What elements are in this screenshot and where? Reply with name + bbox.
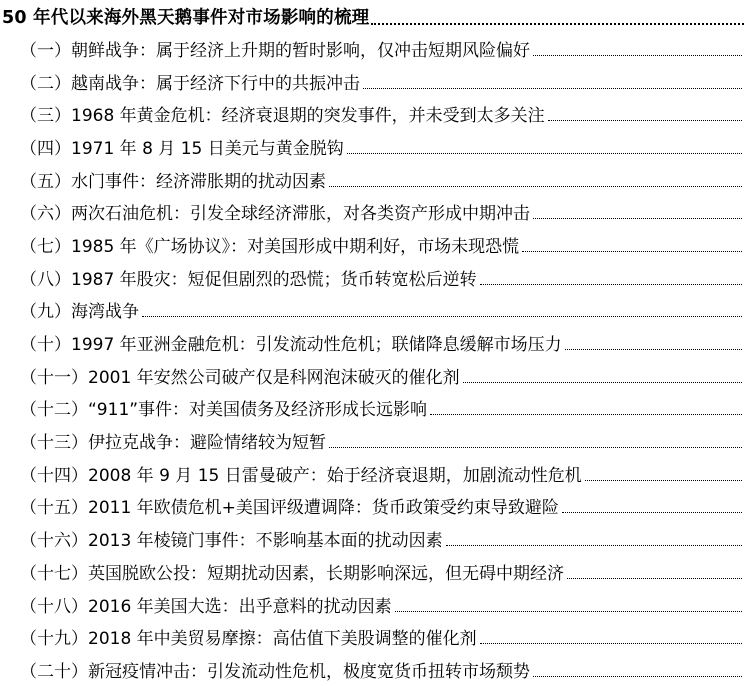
- toc-entry-text: 2018 年中美贸易摩擦：高估值下美股调整的催化剂: [88, 629, 477, 650]
- toc-entry-text: 2011 年欧债危机+美国评级遭调降：货币政策受约束导致避险: [88, 498, 559, 519]
- toc-entry-number: （十九）: [20, 629, 88, 650]
- toc-entry-number: （九）: [20, 302, 71, 323]
- toc-entry[interactable]: [0, 555, 746, 588]
- toc-entry-number: （十一）: [20, 367, 88, 388]
- dot-leader: [533, 55, 742, 56]
- dot-leader: [363, 88, 742, 89]
- toc-entry-text: 2001 年安然公司破产仅是科网泡沫破灭的催化剂: [88, 367, 460, 388]
- toc-entry-text: 越南战争：属于经济下行中的共振冲击: [71, 73, 360, 94]
- toc-entry-text: 朝鲜战争：属于经济上升期的暂时影响，仅冲击短期风险偏好: [71, 40, 530, 61]
- toc-entry[interactable]: [0, 163, 746, 196]
- toc-entry-text: 新冠疫情冲击：引发流动性危机，极度宽货币扭转市场颓势: [88, 661, 530, 682]
- dot-leader: [522, 251, 742, 252]
- toc-entry-number: （六）: [20, 204, 71, 225]
- toc-entry-number: （十七）: [20, 563, 88, 584]
- dot-leader: [480, 643, 742, 644]
- toc-entry-text: 两次石油危机：引发全球经济滞胀，对各类资产形成中期冲击: [71, 204, 530, 225]
- toc-entry-text: 海湾战争: [71, 302, 139, 323]
- toc-entry-text: 1968 年黄金危机：经济衰退期的突发事件，并未受到太多关注: [71, 106, 545, 127]
- toc-entry[interactable]: [0, 588, 746, 621]
- toc-entry[interactable]: [0, 326, 746, 359]
- toc-entry-number: （十五）: [20, 498, 88, 519]
- dot-leader: [329, 186, 742, 187]
- toc-entry[interactable]: [0, 424, 746, 457]
- toc-entry[interactable]: [0, 130, 746, 163]
- toc-entry[interactable]: [0, 522, 746, 555]
- dot-leader: [565, 349, 742, 350]
- toc-entry-number: （二十）: [20, 661, 88, 682]
- toc-entry[interactable]: [0, 261, 746, 294]
- toc-entry-number: （十三）: [20, 433, 88, 454]
- dot-leader: [533, 676, 742, 677]
- toc-entry-text: “911”事件：对美国债务及经济形成长远影响: [88, 400, 428, 421]
- toc-entry-number: （四）: [20, 138, 71, 159]
- toc-entry-text: 2016 年美国大选：出乎意料的扰动因素: [88, 596, 392, 617]
- toc-entry-text: 水门事件：经济滞胀期的扰动因素: [71, 171, 326, 192]
- toc-entry-number: （十八）: [20, 596, 88, 617]
- dot-leader: [142, 316, 742, 317]
- dot-leader: [371, 23, 744, 25]
- dot-leader: [463, 382, 742, 383]
- toc-entry-number: （八）: [20, 269, 71, 290]
- dot-leader: [430, 414, 742, 415]
- toc-entry-text: 2008 年 9 月 15 日雷曼破产：始于经济衰退期，加剧流动性危机: [88, 465, 582, 486]
- toc-entry[interactable]: [0, 195, 746, 228]
- toc-entry-list: [0, 32, 746, 686]
- toc-entry-number: （二）: [20, 73, 71, 94]
- toc-entry-text: 1985 年《广场协议》：对美国形成中期利好，市场未现恐慌: [71, 236, 520, 257]
- dot-leader: [329, 447, 742, 448]
- toc-entry-number: （一）: [20, 40, 71, 61]
- toc-entry-number: （十六）: [20, 531, 88, 552]
- toc-entry[interactable]: [0, 97, 746, 130]
- dot-leader: [567, 578, 742, 579]
- toc-entry-number: （三）: [20, 106, 71, 127]
- dot-leader: [585, 480, 742, 481]
- toc-entry[interactable]: [0, 359, 746, 392]
- toc-entry-number: （十四）: [20, 465, 88, 486]
- toc-entry-number: （十）: [20, 335, 71, 356]
- dot-leader: [395, 611, 742, 612]
- toc-entry-number: （七）: [20, 236, 71, 257]
- toc-entry[interactable]: [0, 294, 746, 327]
- toc-entry[interactable]: [0, 457, 746, 490]
- toc-entry[interactable]: [0, 490, 746, 523]
- toc-entry-text: 伊拉克战争：避险情绪较为短暂: [88, 433, 326, 454]
- toc-entry[interactable]: [0, 392, 746, 425]
- dot-leader: [347, 153, 742, 154]
- toc-entry-text: 英国脱欧公投：短期扰动因素，长期影响深远，但无碍中期经济: [88, 563, 564, 584]
- toc-title: 50 年代以来海外黑天鹅事件对市场影响的梳理: [2, 7, 370, 28]
- toc-entry[interactable]: [0, 620, 746, 653]
- toc-entry[interactable]: [0, 653, 746, 686]
- toc-entry-number: （十二）: [20, 400, 88, 421]
- dot-leader: [533, 218, 742, 219]
- dot-leader: [548, 120, 742, 121]
- dot-leader: [562, 512, 742, 513]
- toc-entry[interactable]: [0, 65, 746, 98]
- toc-entry-text: 1997 年亚洲金融危机：引发流动性危机；联储降息缓解市场压力: [71, 335, 562, 356]
- toc-entry-text: 1971 年 8 月 15 日美元与黄金脱钩: [71, 138, 344, 159]
- dot-leader: [480, 284, 742, 285]
- toc-entry[interactable]: [0, 228, 746, 261]
- toc-heading-row[interactable]: [2, 3, 744, 29]
- toc-entry-number: （五）: [20, 171, 71, 192]
- dot-leader: [446, 545, 742, 546]
- toc-entry-text: 2013 年棱镜门事件：不影响基本面的扰动因素: [88, 531, 443, 552]
- toc-entry-text: 1987 年股灾：短促但剧烈的恐慌；货币转宽松后逆转: [71, 269, 477, 290]
- toc-entry[interactable]: [0, 32, 746, 65]
